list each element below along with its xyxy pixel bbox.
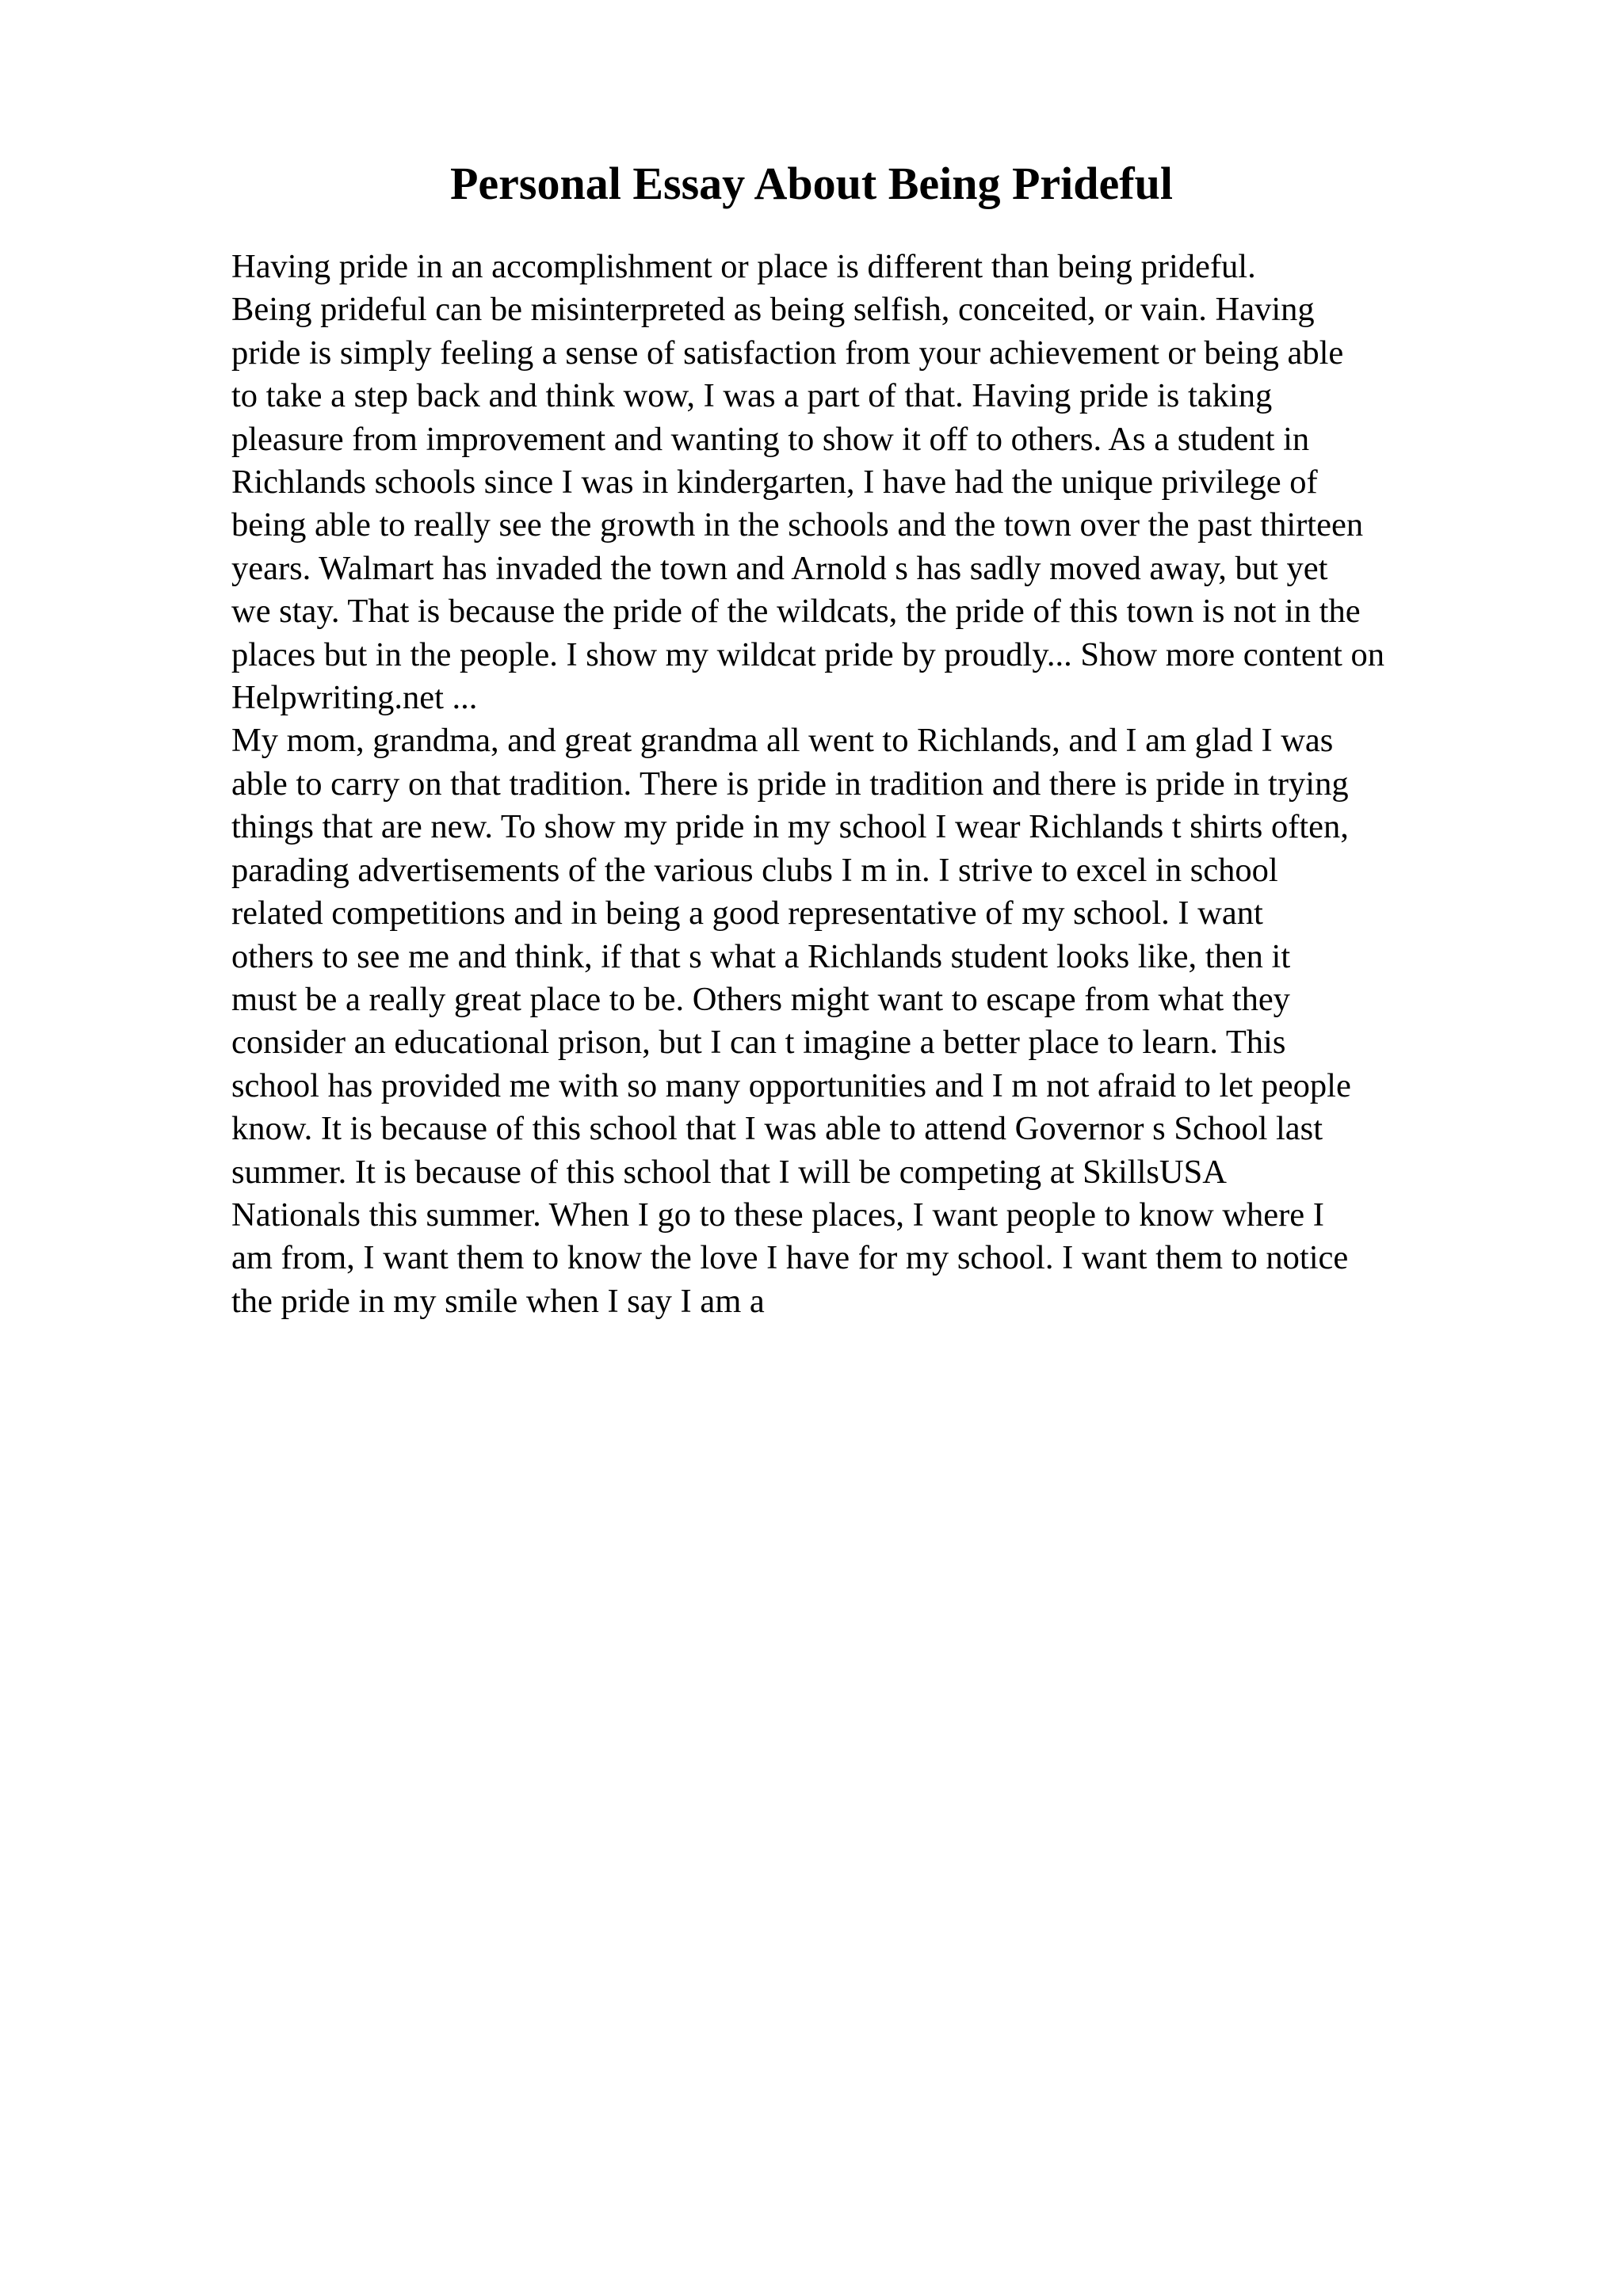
text-line: Richlands schools since I was in kindergarten, I have had the unique privilege of <box>231 463 1318 502</box>
text-line: others to see me and think, if that s what a Richlands student looks like, then it <box>231 937 1291 975</box>
text-line: related competitions and in being a good representative of my school. I want <box>231 894 1263 933</box>
text-line: know. It is because of this school that I was able to attend Governor s School last <box>231 1110 1323 1148</box>
text-line: Nationals this summer. When I go to these places, I want people to know where I <box>231 1196 1324 1234</box>
text-line: years. Walmart has invaded the town and Arnold s has sadly moved away, but yet <box>231 549 1328 587</box>
text-line: school has provided me with so many opportunities and I m not afraid to let people <box>231 1066 1351 1104</box>
text-line: Helpwriting.net ... <box>231 679 478 717</box>
text-line: being able to really see the growth in the schools and the town over the past thirteen <box>231 506 1364 544</box>
text-line: the pride in my smile when I say I am a <box>231 1282 765 1320</box>
text-line: to take a step back and think wow, I was a part of that. Having pride is taking <box>231 377 1273 415</box>
text-line: consider an educational prison, but I can t imagine a better place to learn. This <box>231 1024 1286 1062</box>
text-line: am from, I want them to know the love I have for my school. I want them to notice <box>231 1239 1349 1277</box>
text-line: parading advertisements of the various clubs I m in. I strive to excel in school <box>231 851 1278 889</box>
text-line: able to carry on that tradition. There is pride in tradition and there is pride in trying <box>231 765 1349 803</box>
text-line: things that are new. To show my pride in my school I wear Richlands t shirts often, <box>231 808 1349 846</box>
text-line: places but in the people. I show my wildcat pride by proudly... Show more content on <box>231 635 1384 673</box>
text-line: we stay. That is because the pride of the wildcats, the pride of this town is not in the <box>231 593 1361 631</box>
essay-body <box>231 246 1610 1323</box>
text-line: Being prideful can be misinterpreted as being selfish, conceited, or vain. Having <box>231 291 1315 329</box>
text-line: pleasure from improvement and wanting to show it off to others. As a student in <box>231 420 1310 458</box>
text-line: pride is simply feeling a sense of satisfaction from your achievement or being able <box>231 334 1344 372</box>
text-line: My mom, grandma, and great grandma all went to Richlands, and I am glad I was <box>231 722 1334 760</box>
text-line: must be a really great place to be. Others might want to escape from what they <box>231 980 1290 1018</box>
page-title: Personal Essay About Being Prideful <box>450 158 1173 209</box>
text-line: summer. It is because of this school that I will be competing at SkillsUSA <box>231 1153 1227 1191</box>
text-line: Having pride in an accomplishment or place is different than being prideful. <box>231 248 1256 285</box>
